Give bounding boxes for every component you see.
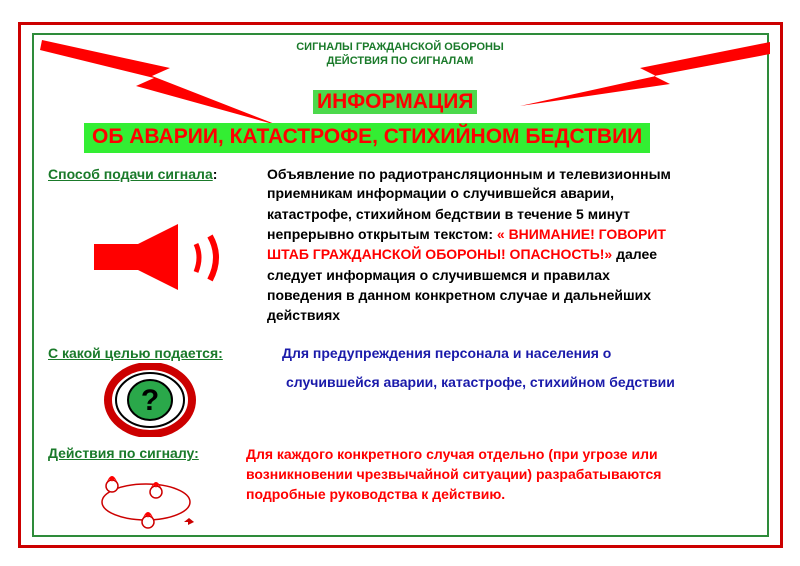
method-quote-part-1: « ВНИМАНИЕ! ГОВОРИТ — [496, 226, 666, 242]
purpose-line-2: случившейся аварии, катастрофе, стихийном бедствии — [286, 374, 675, 390]
method-line-5-suffix: далее — [612, 246, 658, 262]
actions-label: Действия по сигналу: — [48, 445, 199, 461]
purpose-line-1: Для предупреждения персонала и населения о — [282, 345, 612, 361]
method-line-1: Объявление по радиотрансляционным и телевизионным — [267, 166, 671, 182]
method-quote-part-2: ШТАБ ГРАЖДАНСКОЙ ОБОРОНЫ! ОПАСНОСТЬ!» — [267, 246, 613, 262]
title-main: ИНФОРМАЦИЯ — [313, 90, 477, 114]
method-line-5 — [267, 245, 657, 263]
method-colon: : — [212, 166, 218, 182]
method-line-3: катастрофе, стихийном бедствии в течение 5 минут — [267, 206, 630, 222]
header-line-2: ДЕЙСТВИЯ ПО СИГНАЛАМ — [326, 55, 474, 67]
purpose-label: С какой целью подается: — [48, 345, 223, 361]
header-block — [210, 40, 590, 68]
actions-line-2: возникновении чрезвычайной ситуации) разрабатываются — [246, 466, 662, 482]
question-sign-icon — [104, 363, 196, 437]
header-line-1: СИГНАЛЫ ГРАЖДАНСКОЙ ОБОРОНЫ — [296, 41, 504, 53]
svg-text:?: ? — [140, 384, 160, 417]
method-line-6: следует информация о случившемся и правилах — [267, 267, 610, 283]
method-line-2: приемникам информации о случившейся аварии, — [267, 185, 615, 201]
actions-line-3: подробные руководства к действию. — [246, 486, 506, 502]
method-label-row — [48, 165, 217, 184]
method-line-4-prefix: непрерывно открытым текстом: — [267, 226, 497, 242]
title-sub: ОБ АВАРИИ, КАТАСТРОФЕ, СТИХИЙНОМ БЕДСТВИИ — [84, 123, 650, 153]
method-line-7: поведения в данном конкретном случае и дальнейших — [267, 287, 652, 303]
method-label: Способ подачи сигнала — [48, 166, 213, 182]
method-line-8: действиях — [267, 307, 341, 323]
method-line-4 — [267, 225, 666, 243]
fire-cycle-icon — [96, 466, 200, 530]
loudspeaker-icon — [92, 222, 242, 292]
actions-line-1: Для каждого конкретного случая отдельно (при угрозе или — [246, 446, 658, 462]
